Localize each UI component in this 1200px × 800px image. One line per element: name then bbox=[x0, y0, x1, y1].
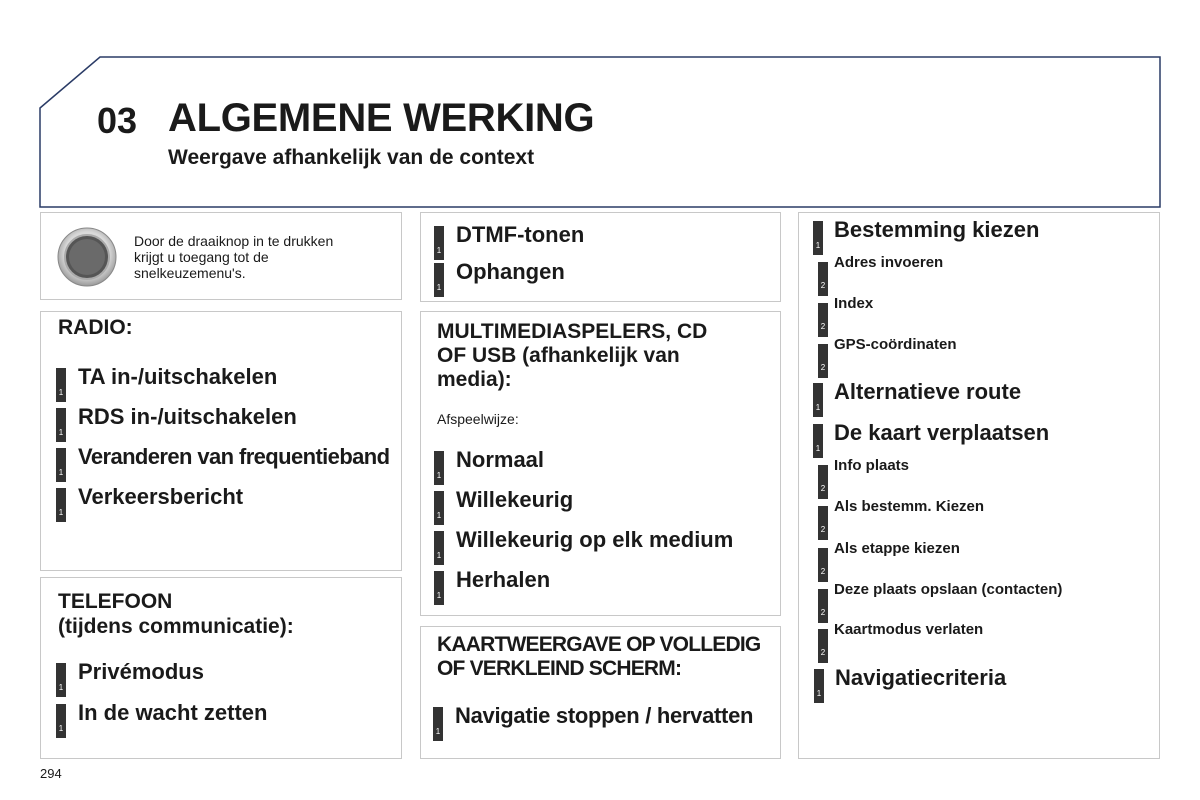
navigatie-item-label: Navigatiecriteria bbox=[835, 665, 1007, 690]
multimedia-item[interactable] bbox=[434, 567, 551, 605]
multimedia-item-label: Willekeurig bbox=[456, 487, 574, 512]
navigatie-subitem[interactable] bbox=[818, 254, 944, 296]
radio-title: RADIO: bbox=[58, 316, 133, 339]
kaart-item-label: Navigatie stoppen / hervatten bbox=[455, 703, 754, 728]
knob-info-text: Door de draaiknop in te drukken krijgt u toegang tot de snelkeuzemenu's. bbox=[134, 233, 334, 281]
dtmf-item[interactable] bbox=[434, 222, 585, 260]
level-marker: 1 bbox=[813, 383, 823, 417]
level-marker: 2 bbox=[818, 465, 828, 499]
radio-item[interactable] bbox=[56, 404, 297, 442]
radio-item[interactable] bbox=[56, 484, 244, 522]
navigatie-item[interactable] bbox=[813, 420, 1050, 458]
navigatie-subitem-label: Index bbox=[834, 295, 874, 312]
navigatie-subitem-label: GPS-coördinaten bbox=[834, 336, 957, 353]
radio-item[interactable] bbox=[56, 444, 390, 482]
page-title: ALGEMENE WERKING bbox=[168, 96, 595, 140]
multimedia-item[interactable] bbox=[434, 527, 734, 565]
telefoon-item-label: In de wacht zetten bbox=[78, 700, 268, 725]
telefoon-item[interactable] bbox=[56, 659, 204, 697]
multimedia-item-label: Herhalen bbox=[456, 567, 551, 592]
level-marker: 2 bbox=[818, 548, 828, 582]
knob-info-box bbox=[40, 212, 402, 300]
telefoon-item-label: Privémodus bbox=[78, 659, 204, 684]
navigatie-subitem-label: Adres invoeren bbox=[834, 254, 944, 271]
level-marker: 1 bbox=[434, 451, 444, 485]
level-marker: 2 bbox=[818, 262, 828, 296]
level-marker: 1 bbox=[813, 221, 823, 255]
dtmf-item-label: DTMF-tonen bbox=[456, 222, 585, 247]
level-marker: 2 bbox=[818, 506, 828, 540]
page-subtitle: Weergave afhankelijk van de context bbox=[168, 146, 535, 169]
level-marker: 2 bbox=[818, 344, 828, 378]
level-marker: 1 bbox=[56, 408, 66, 442]
level-marker: 1 bbox=[434, 226, 444, 260]
navigatie-subitem[interactable] bbox=[818, 540, 960, 582]
navigatie-subitem-label: Deze plaats opslaan (contacten) bbox=[834, 581, 1063, 598]
multimedia-item-label: Normaal bbox=[456, 447, 545, 472]
radio-item-label: Verkeersbericht bbox=[78, 484, 244, 509]
level-marker: 1 bbox=[56, 368, 66, 402]
navigatie-item[interactable] bbox=[813, 379, 1022, 417]
navigatie-subitem[interactable] bbox=[818, 457, 910, 499]
navigatie-subitem-label: Als etappe kiezen bbox=[834, 540, 960, 557]
dtmf-item[interactable] bbox=[434, 259, 565, 297]
dtmf-item-label: Ophangen bbox=[456, 259, 565, 284]
multimedia-item[interactable] bbox=[434, 447, 545, 485]
navigatie-item[interactable] bbox=[814, 665, 1007, 703]
level-marker: 1 bbox=[56, 663, 66, 697]
navigatie-subitem-label: Info plaats bbox=[834, 457, 910, 474]
navigatie-subitem-label: Kaartmodus verlaten bbox=[834, 621, 984, 638]
multimedia-item[interactable] bbox=[434, 487, 574, 525]
multimedia-title-line1: MULTIMEDIASPELERS, CD bbox=[437, 320, 708, 343]
level-marker: 1 bbox=[56, 704, 66, 738]
level-marker: 2 bbox=[818, 589, 828, 623]
level-marker: 2 bbox=[818, 629, 828, 663]
level-marker: 1 bbox=[434, 491, 444, 525]
navigatie-subitem[interactable] bbox=[818, 336, 957, 378]
multimedia-title-line2: OF USB (afhankelijk van bbox=[437, 344, 680, 367]
page-number: 294 bbox=[40, 766, 62, 781]
rotary-knob-icon bbox=[57, 227, 117, 287]
chapter-number: 03 bbox=[97, 100, 138, 141]
navigatie-subitem[interactable] bbox=[818, 295, 874, 337]
telefoon-title-line1: TELEFOON bbox=[58, 590, 173, 613]
level-marker: 1 bbox=[434, 531, 444, 565]
level-marker: 1 bbox=[434, 571, 444, 605]
radio-item[interactable] bbox=[56, 364, 278, 402]
multimedia-item-label: Willekeurig op elk medium bbox=[456, 527, 734, 552]
navigatie-subitem[interactable] bbox=[818, 581, 1063, 623]
level-marker: 1 bbox=[56, 448, 66, 482]
radio-item-label: RDS in-/uitschakelen bbox=[78, 404, 297, 429]
navigatie-subitem-label: Als bestemm. Kiezen bbox=[834, 498, 985, 515]
kaart-title-line1: KAARTWEERGAVE OP VOLLEDIG bbox=[437, 633, 761, 656]
radio-item-label: Veranderen van frequentieband bbox=[78, 444, 390, 469]
telefoon-item[interactable] bbox=[56, 700, 268, 738]
level-marker: 1 bbox=[814, 669, 824, 703]
kaart-item[interactable] bbox=[433, 703, 754, 741]
kaart-title-line2: OF VERKLEIND SCHERM: bbox=[437, 657, 682, 680]
radio-item-label: TA in-/uitschakelen bbox=[78, 364, 278, 389]
level-marker: 2 bbox=[818, 303, 828, 337]
navigatie-item-label: De kaart verplaatsen bbox=[834, 420, 1050, 445]
multimedia-caption: Afspeelwijze: bbox=[437, 411, 519, 427]
level-marker: 1 bbox=[56, 488, 66, 522]
telefoon-title-line2: (tijdens communicatie): bbox=[58, 615, 294, 638]
level-marker: 1 bbox=[434, 263, 444, 297]
navigatie-item[interactable] bbox=[813, 217, 1040, 255]
level-marker: 1 bbox=[433, 707, 443, 741]
navigatie-item-label: Bestemming kiezen bbox=[834, 217, 1040, 242]
multimedia-title-line3: media): bbox=[437, 368, 512, 391]
navigatie-subitem[interactable] bbox=[818, 498, 985, 540]
navigatie-item-label: Alternatieve route bbox=[834, 379, 1022, 404]
level-marker: 1 bbox=[813, 424, 823, 458]
navigatie-subitem[interactable] bbox=[818, 621, 984, 663]
